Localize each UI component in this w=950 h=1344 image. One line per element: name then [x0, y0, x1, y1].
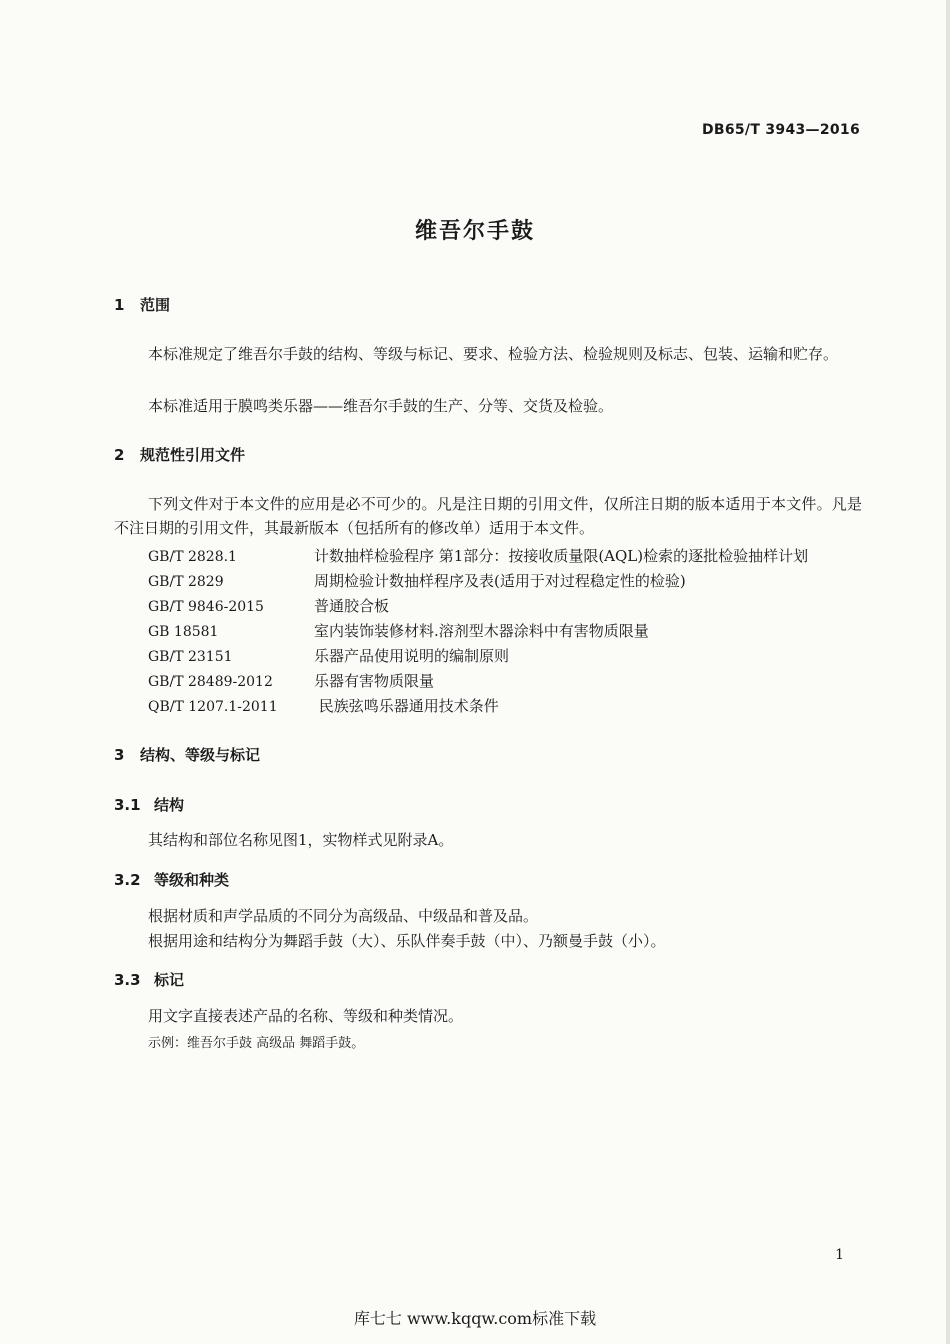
subsection-3-2-heading	[114, 869, 229, 890]
subsection-number: 3.3	[114, 971, 141, 989]
reference-row	[148, 545, 808, 566]
page-number: 1	[835, 1247, 844, 1263]
section-1-paragraph-1: 本标准规定了维吾尔手鼓的结构、等级与标记、要求、检验方法、检验规则及标志、包装、运输和贮存。	[148, 345, 839, 363]
subsection-3-1-text: 其结构和部位名称见图1，实物样式见附录A。	[148, 831, 454, 849]
section-number: 1	[114, 296, 125, 314]
subsection-3-3-text: 用文字直接表述产品的名称、等级和种类情况。	[148, 1007, 464, 1025]
reference-row	[148, 645, 509, 666]
marking-example: 示例：维吾尔手鼓 高级品 舞蹈手鼓。	[148, 1036, 365, 1051]
reference-name: 计数抽样检验程序 第1部分：按接收质量限(AQL)检索的逐批检验抽样计划	[314, 547, 809, 565]
reference-row	[148, 620, 649, 641]
reference-row	[148, 670, 434, 691]
section-number: 3	[114, 746, 125, 764]
reference-code: GB 18581	[148, 624, 219, 640]
section-1-paragraph-2: 本标准适用于膜鸣类乐器——维吾尔手鼓的生产、分等、交货及检验。	[148, 397, 614, 415]
section-2-paragraph: 下列文件对于本文件的应用是必不可少的。凡是注日期的引用文件，仅所注日期的版本适用于本文件。凡是不注日期的引用文件，其最新版本（包括所有的修改单）适用于本文件。	[114, 495, 862, 537]
subsection-3-1-heading	[114, 794, 184, 815]
section-1-heading	[114, 294, 170, 315]
subsection-title: 等级和种类	[154, 871, 230, 889]
reference-row	[148, 570, 686, 591]
reference-name: 乐器产品使用说明的编制原则	[314, 647, 510, 665]
reference-name: 民族弦鸣乐器通用技术条件	[314, 697, 499, 715]
section-title: 规范性引用文件	[140, 446, 246, 464]
reference-row	[148, 595, 389, 616]
reference-code: GB/T 28489-2012	[148, 674, 273, 690]
reference-name: 乐器有害物质限量	[314, 672, 435, 690]
section-title: 范围	[140, 296, 171, 314]
standard-code: DB65/T 3943—2016	[701, 122, 860, 138]
reference-row	[148, 695, 499, 716]
section-title: 结构、等级与标记	[140, 746, 261, 764]
section-number: 2	[114, 446, 125, 464]
reference-code: GB/T 2829	[148, 574, 224, 590]
reference-code: QB/T 1207.1-2011	[148, 699, 278, 715]
reference-code: GB/T 9846-2015	[148, 599, 264, 615]
subsection-number: 3.1	[114, 796, 141, 814]
section-3-heading	[114, 744, 260, 765]
reference-code: GB/T 23151	[148, 649, 233, 665]
reference-name: 周期检验计数抽样程序及表(适用于对过程稳定性的检验)	[314, 572, 686, 590]
subsection-3-3-heading	[114, 969, 184, 990]
scan-edge	[946, 0, 950, 1344]
subsection-number: 3.2	[114, 871, 141, 889]
reference-code: GB/T 2828.1	[148, 549, 237, 565]
document-title: 维吾尔手鼓	[414, 219, 535, 244]
section-2-heading	[114, 444, 245, 465]
reference-name: 室内装饰装修材料.溶剂型木器涂料中有害物质限量	[314, 622, 649, 640]
reference-name: 普通胶合板	[314, 597, 390, 615]
subsection-title: 结构	[154, 796, 185, 814]
subsection-title: 标记	[154, 971, 185, 989]
subsection-3-2-text-1: 根据材质和声学品质的不同分为高级品、中级品和普及品。	[148, 907, 539, 925]
footer-watermark: 库七七 www.kqqw.com标准下载	[353, 1309, 597, 1328]
subsection-3-2-text-2: 根据用途和结构分为舞蹈手鼓（大）、乐队伴奏手鼓（中）、乃额曼手鼓（小）。	[148, 932, 666, 950]
